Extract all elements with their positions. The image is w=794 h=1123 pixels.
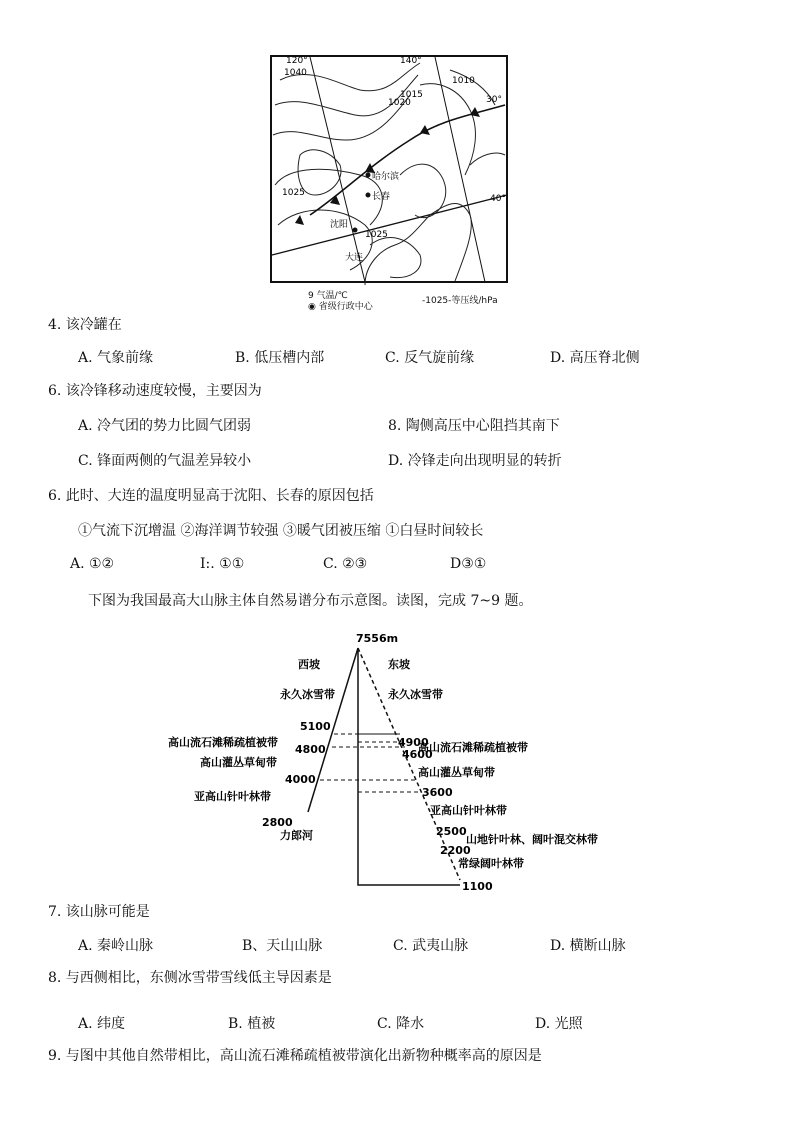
city-label: 哈尔滨	[372, 172, 400, 182]
east-zone: 高山流石滩稀疏植被带	[418, 741, 528, 754]
east-elev: 2200	[440, 844, 471, 857]
city-marker	[366, 173, 371, 178]
question-8-stem: 8. 与西侧相比，东侧冰雪带雪线低主导因素是	[48, 970, 332, 986]
east-elev: 2500	[436, 825, 467, 838]
question-4-stem: 4. 该冷罐在	[48, 317, 122, 333]
mountain-zonation-figure	[160, 630, 650, 895]
west-elev: 5100	[300, 720, 331, 733]
east-elev: 4600	[402, 748, 433, 761]
map-legend-isobar: -1025-等压线/hPa	[422, 296, 498, 306]
question-7-option-c[interactable]: C. 武夷山脉	[393, 938, 469, 954]
map-legend-temp: 9 气温/℃	[308, 291, 348, 301]
question-6-option-d[interactable]: D③①	[450, 556, 487, 572]
east-zone: 山地针叶林、阔叶混交林带	[466, 833, 598, 846]
peak-elevation: 7556m	[356, 632, 399, 645]
isobar-label: 1010	[452, 76, 475, 86]
question-4-option-c[interactable]: C. 反气旋前缘	[385, 350, 475, 366]
weather-map-figure	[270, 55, 510, 285]
east-zone: 亚高山针叶林带	[430, 804, 507, 817]
isobar-label: 1020	[388, 98, 411, 108]
city-marker	[366, 193, 371, 198]
west-base: 力郎河	[280, 829, 313, 842]
question-7-option-d[interactable]: D. 横断山脉	[550, 938, 626, 954]
question-8-option-d[interactable]: D. 光照	[535, 1016, 583, 1032]
isobar-label: 1015	[400, 90, 423, 100]
east-slope-label: 东坡	[388, 658, 410, 671]
west-elev: 4000	[285, 773, 316, 786]
question-5-option-c[interactable]: C. 锋面两侧的气温差异较小	[78, 453, 252, 469]
isobar-label: 1040	[284, 68, 307, 78]
city-label: 长春	[372, 192, 391, 202]
lon-140-label: 140°	[400, 56, 422, 66]
question-8-option-c[interactable]: C. 降水	[377, 1016, 425, 1032]
east-elev: 4900	[398, 736, 429, 749]
question-6-option-c[interactable]: C. ②③	[323, 556, 368, 572]
question-5-stem: 6. 该冷锋移动速度较慢，主要因为	[48, 383, 262, 399]
question-7-option-b[interactable]: B、天山山脉	[242, 938, 323, 954]
weather-map	[270, 55, 510, 285]
west-elev: 2800	[262, 816, 293, 829]
east-elev: 3600	[422, 786, 453, 799]
west-zone: 高山灌丛草甸带	[200, 756, 277, 769]
question-6-option-a[interactable]: A. ①②	[70, 556, 115, 572]
question-8-option-a[interactable]: A. 纬度	[78, 1016, 126, 1032]
west-snow-zone: 永久冰雪带	[280, 688, 335, 701]
west-elev: 4800	[295, 743, 326, 756]
west-zone: 亚高山针叶林带	[194, 790, 271, 803]
west-slope-label: 西坡	[298, 658, 320, 671]
city-label: 沈阳	[330, 220, 349, 230]
intro-text: 下图为我国最高大山脉主体自然易谱分布示意图。读图，完成 7~9 题。	[88, 593, 533, 609]
question-6-option-b[interactable]: I:. ①①	[200, 556, 245, 572]
lat-40-label: 40°	[490, 194, 506, 204]
city-marker	[353, 228, 358, 233]
isobar-label: 1025	[282, 188, 305, 198]
question-5-option-b[interactable]: 8. 陶侧高压中心阻挡其南下	[388, 418, 560, 434]
question-5-option-a[interactable]: A. 冷气团的势力比圆气团弱	[78, 418, 252, 434]
question-7-stem: 7. 该山脉可能是	[48, 904, 150, 920]
question-4-option-a[interactable]: A. 气象前缘	[78, 350, 154, 366]
mountain-zonation-diagram	[160, 630, 650, 895]
question-5-option-d[interactable]: D. 冷锋走向出现明显的转折	[388, 453, 562, 469]
east-zone: 常绿阔叶林带	[458, 857, 524, 870]
question-4-option-d[interactable]: D. 高压脊北侧	[550, 350, 640, 366]
east-zone: 高山灌丛草甸带	[418, 766, 495, 779]
east-snow-zone: 永久冰雪带	[388, 688, 443, 701]
west-zone: 高山流石滩稀疏植被带	[168, 736, 278, 749]
city-label: 大连	[345, 253, 364, 263]
lat-30-label: 30°	[486, 95, 502, 105]
question-6-stem: 6. 此时、大连的温度明显高于沈阳、长春的原因包括	[48, 488, 374, 504]
map-legend-capital: ◉ 省级行政中心	[308, 302, 373, 312]
map-frame	[271, 56, 507, 282]
lon-120-label: 120°	[286, 56, 308, 66]
question-7-option-a[interactable]: A. 秦岭山脉	[78, 938, 154, 954]
question-4-option-b[interactable]: B. 低压槽内部	[235, 350, 325, 366]
question-8-option-b[interactable]: B. 植被	[228, 1016, 276, 1032]
isobar-label: 1025	[365, 230, 388, 240]
question-9-stem: 9. 与图中其他自然带相比，高山流石滩稀疏植被带演化出新物种概率高的原因是	[48, 1048, 542, 1064]
east-elev: 1100	[462, 880, 493, 893]
question-6-items: ①气流下沉增温 ②海洋调节较强 ③暖气团被压缩 ①白昼时间较长	[78, 523, 484, 539]
